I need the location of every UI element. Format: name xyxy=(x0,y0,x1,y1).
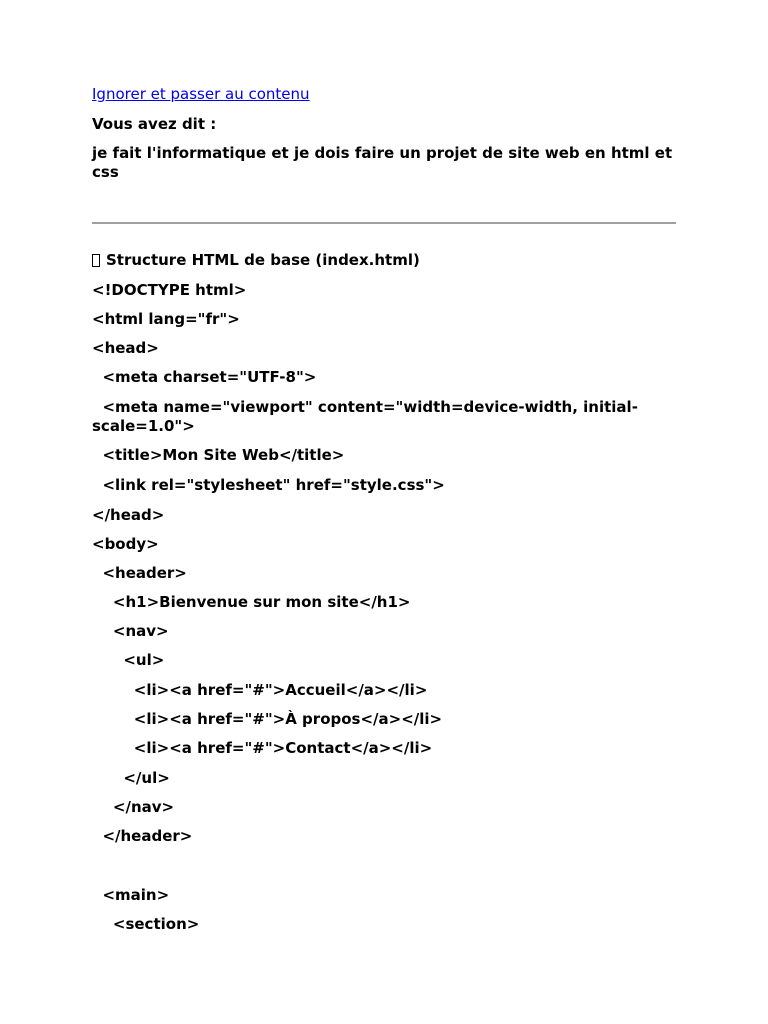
user-message: je fait l'informatique et je dois faire un projet de site web en html et css xyxy=(92,144,673,181)
missing-glyph-icon xyxy=(92,254,100,267)
code-line: <header> xyxy=(92,564,187,582)
code-line: <section> xyxy=(92,915,200,933)
code-line: </header> xyxy=(92,827,193,845)
code-line: <li><a href="#">Accueil</a></li> xyxy=(92,681,428,699)
code-line: <ul> xyxy=(92,651,165,669)
code-line: <main> xyxy=(92,886,170,904)
code-line: <meta name="viewport" content="width=device-width, initial-scale=1.0"> xyxy=(92,398,638,435)
you-said-label: Vous avez dit : xyxy=(92,115,217,133)
section-heading xyxy=(92,251,420,269)
code-line: </ul> xyxy=(92,769,170,787)
code-line: <li><a href="#">À propos</a></li> xyxy=(92,710,443,728)
skip-to-content-link[interactable]: Ignorer et passer au contenu xyxy=(92,85,310,103)
code-line: <h1>Bienvenue sur mon site</h1> xyxy=(92,593,411,611)
code-line: <head> xyxy=(92,339,159,357)
code-line: <title>Mon Site Web</title> xyxy=(92,446,345,464)
code-line: <body> xyxy=(92,535,159,553)
horizontal-divider xyxy=(92,222,676,224)
code-line: <li><a href="#">Contact</a></li> xyxy=(92,739,433,757)
section-heading-text: Structure HTML de base (index.html) xyxy=(106,251,420,269)
code-line: <html lang="fr"> xyxy=(92,310,240,328)
code-line: </nav> xyxy=(92,798,175,816)
code-line: <nav> xyxy=(92,622,169,640)
code-line: <link rel="stylesheet" href="style.css"> xyxy=(92,476,445,494)
code-line: </head> xyxy=(92,506,165,524)
code-line: <meta charset="UTF-8"> xyxy=(92,368,317,386)
code-line: <!DOCTYPE html> xyxy=(92,281,247,299)
